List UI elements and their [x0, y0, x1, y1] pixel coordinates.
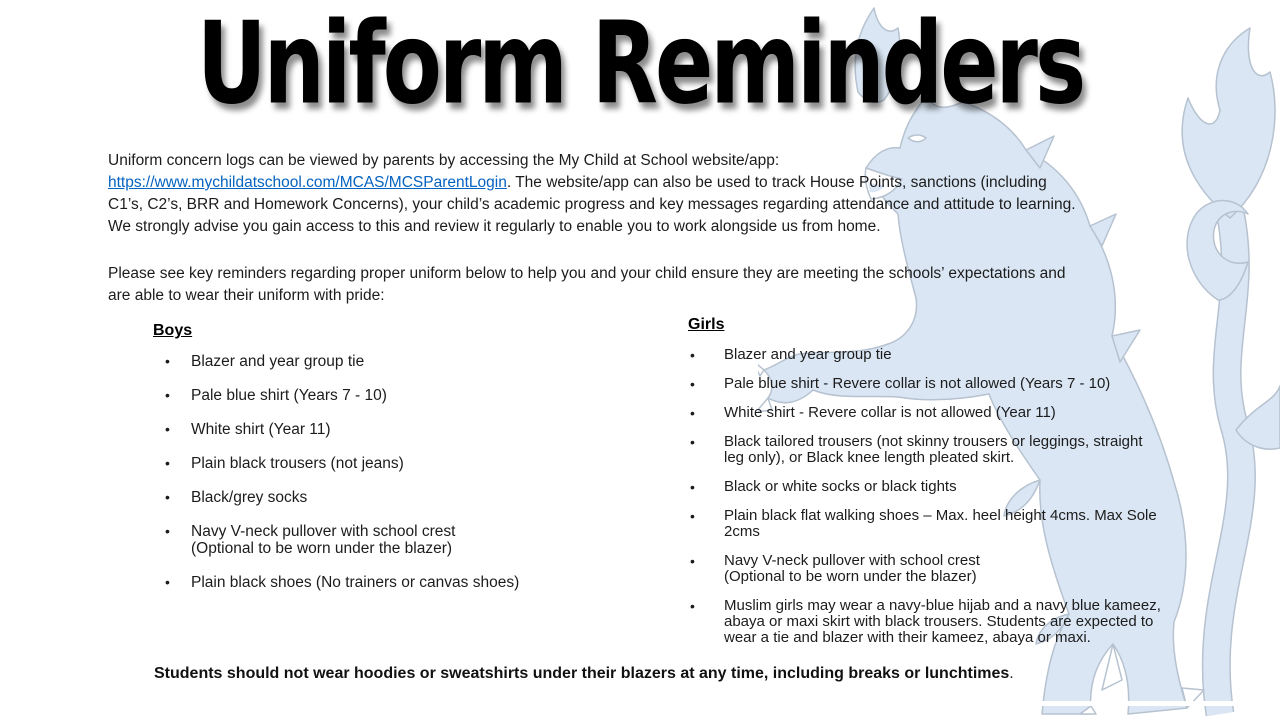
page-title: Uniform Reminders — [196, 0, 1084, 130]
list-item: • Black tailored trousers (not skinny trousers or leggings, straight leg only), or Black knee length pleated skirt. — [688, 434, 1161, 466]
list-item: • Plain black trousers (not jeans) — [153, 455, 519, 472]
list-item: • Pale blue shirt (Years 7 - 10) — [153, 387, 519, 404]
list-item: • White shirt - Revere collar is not allowed (Year 11) — [688, 405, 1161, 421]
girls-section — [688, 316, 1161, 659]
mychildatschool-link[interactable]: https://www.mychildatschool.com/MCAS/MCSParentLogin — [108, 174, 507, 191]
boys-heading: Boys — [153, 322, 193, 339]
intro-line-3: C1’s, C2’s, BRR and Homework Concerns), your child’s academic progress and key messages regarding attendance and attitude to learning. — [108, 196, 1076, 213]
boys-list — [153, 353, 519, 591]
intro-line-4: We strongly advise you gain access to this and review it regularly to enable you to work alongside us from home. — [108, 218, 881, 235]
intro-paragraph — [108, 150, 1076, 238]
hoodies-note-bold: Students should not wear hoodies or sweatshirts under their blazers at any time, including breaks or lunchtimes — [154, 665, 1010, 682]
reminder-paragraph — [108, 263, 1066, 307]
intro-line-2-rest: . The website/app can also be used to track House Points, sanctions (including — [506, 174, 1047, 191]
list-item: • Black or white socks or black tights — [688, 479, 1161, 495]
intro-line-2 — [108, 172, 1076, 194]
reminder-line-1: Please see key reminders regarding proper uniform below to help you and your child ensure they are meeting the schools’ expectations and — [108, 265, 1066, 282]
girls-list — [688, 347, 1161, 646]
reminder-line-2: are able to wear their uniform with pride: — [108, 287, 385, 304]
list-item: • Navy V-neck pullover with school crest (Optional to be worn under the blazer) — [688, 553, 1161, 585]
list-item: • Plain black shoes (No trainers or canvas shoes) — [153, 574, 519, 591]
hoodies-note — [154, 665, 1014, 683]
list-item: • Blazer and year group tie — [688, 347, 1161, 363]
hoodies-note-period: . — [1009, 665, 1014, 682]
list-item: • Muslim girls may wear a navy-blue hijab and a navy blue kameez, abaya or maxi skirt with black trousers. Students are expected to wear a tie and blazer with their kameez, abaya or maxi. — [688, 598, 1161, 646]
intro-line-1: Uniform concern logs can be viewed by parents by accessing the My Child at School website/app: — [108, 152, 780, 169]
boys-section — [153, 322, 519, 608]
list-item: • Black/grey socks — [153, 489, 519, 506]
list-item: • Blazer and year group tie — [153, 353, 519, 370]
list-item: • Navy V-neck pullover with school crest (Optional to be worn under the blazer) — [153, 523, 519, 557]
list-item: • Plain black flat walking shoes – Max. heel height 4cms. Max Sole 2cms — [688, 508, 1161, 540]
list-item: • Pale blue shirt - Revere collar is not allowed (Years 7 - 10) — [688, 376, 1161, 392]
girls-heading: Girls — [688, 316, 725, 333]
list-item: • White shirt (Year 11) — [153, 421, 519, 438]
